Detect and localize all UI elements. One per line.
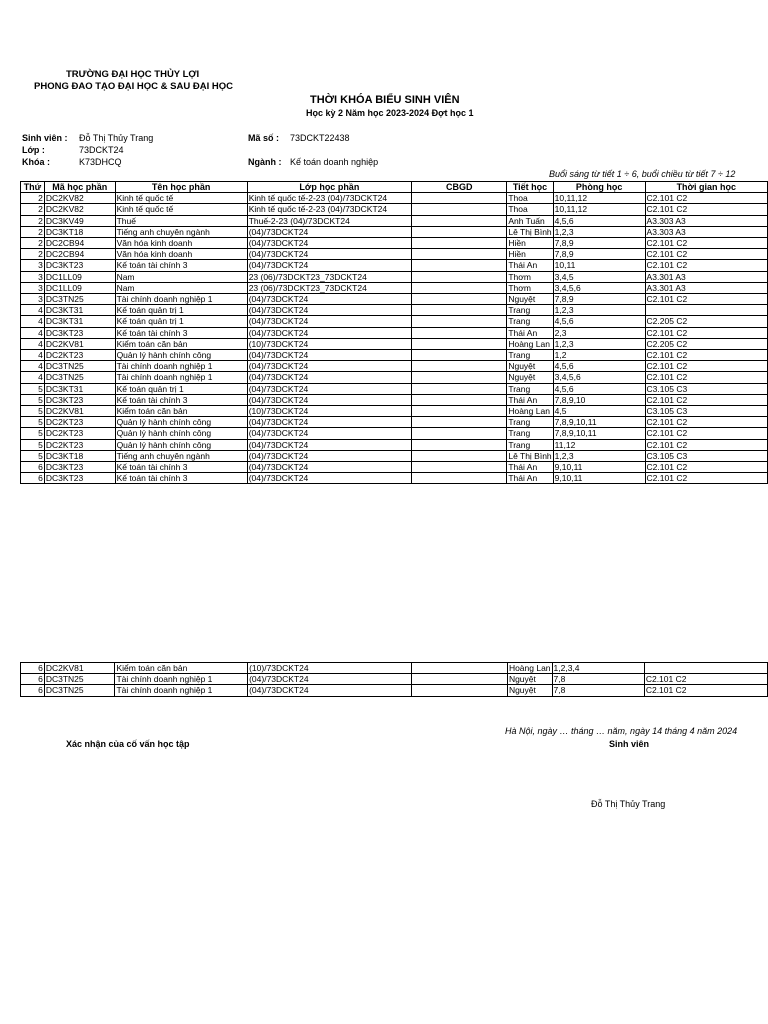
cell-course-code: DC2KT23 xyxy=(44,350,115,361)
col-header-periods: Tiết học xyxy=(507,182,553,193)
cell-room: 10,11,12 xyxy=(553,204,645,215)
cell-day: 2 xyxy=(21,226,45,237)
cell-room: 2,3 xyxy=(553,327,645,338)
cell-day: 5 xyxy=(21,450,45,461)
table-row xyxy=(21,439,768,450)
cell-room: 7,8 xyxy=(552,674,644,685)
table-row xyxy=(21,674,768,685)
cell-course-name: Nam xyxy=(115,271,247,282)
cell-class-section: (04)/73DCKT24 xyxy=(247,260,411,271)
cell-course-name: Quản lý hành chính công xyxy=(115,417,247,428)
cell-course-name: Văn hóa kinh doanh xyxy=(115,238,247,249)
cell-lecturer xyxy=(412,294,507,305)
cell-course-code: DC1LL09 xyxy=(44,271,115,282)
cell-time: C2.101 C2 xyxy=(645,372,767,383)
table-row xyxy=(21,260,768,271)
col-header-day: Thứ xyxy=(21,182,45,193)
table-row xyxy=(21,238,768,249)
cell-time: C2.101 C2 xyxy=(645,193,767,204)
session-note: Buổi sáng từ tiết 1 ÷ 6, buổi chiều từ tiết 7 ÷ 12 xyxy=(549,169,736,179)
cell-room: 7,8,9 xyxy=(553,294,645,305)
cell-course-code: DC3KT31 xyxy=(44,305,115,316)
cell-lecturer xyxy=(412,439,507,450)
col-header-course-name: Tên học phần xyxy=(115,182,247,193)
cell-course-code: DC2KV81 xyxy=(44,406,115,417)
cell-lecturer xyxy=(412,282,507,293)
cell-day: 5 xyxy=(21,417,45,428)
cell-periods: Thơm xyxy=(507,282,553,293)
cell-course-name: Kế toán quản trị 1 xyxy=(115,305,247,316)
student-course-label: Khóa : xyxy=(22,157,50,167)
cell-course-name: Nam xyxy=(115,282,247,293)
student-id: 73DCKT22438 xyxy=(290,133,350,143)
cell-day: 2 xyxy=(21,215,45,226)
table-row xyxy=(21,249,768,260)
table-row xyxy=(21,663,768,674)
cell-course-name: Kế toán tài chính 3 xyxy=(115,327,247,338)
cell-day: 4 xyxy=(21,350,45,361)
cell-course-name: Kiểm toán căn bản xyxy=(115,338,247,349)
cell-lecturer xyxy=(412,204,507,215)
cell-time: C2.101 C2 xyxy=(645,417,767,428)
student-class: 73DCKT24 xyxy=(79,145,124,155)
cell-day: 4 xyxy=(21,316,45,327)
cell-lecturer xyxy=(412,338,507,349)
cell-course-name: Kế toán quản trị 1 xyxy=(115,383,247,394)
cell-periods: Hoàng Lan xyxy=(508,663,551,673)
cell-course-name: Tài chính doanh nghiệp 1 xyxy=(115,685,248,696)
cell-course-code: DC2KV82 xyxy=(44,193,115,204)
table-row xyxy=(21,282,768,293)
cell-lecturer xyxy=(412,226,507,237)
signature-name: Đỗ Thị Thủy Trang xyxy=(591,799,666,809)
cell-day: 5 xyxy=(21,383,45,394)
table-row xyxy=(21,204,768,215)
cell-day: 3 xyxy=(21,260,45,271)
cell-time: C2.101 C2 xyxy=(645,473,767,484)
cell-periods: Lê Thị Bình xyxy=(508,226,552,237)
cell-periods: Trang xyxy=(507,417,553,428)
cell-lecturer xyxy=(412,260,507,271)
cell-course-code: DC3KV49 xyxy=(44,215,115,226)
cell-lecturer xyxy=(412,450,507,461)
cell-periods: Thoa xyxy=(507,204,553,215)
cell-course-code: DC2KV81 xyxy=(44,338,115,349)
cell-lecturer xyxy=(412,193,507,204)
cell-time: C2.101 C2 xyxy=(645,462,767,473)
cell-time: C2.101 C2 xyxy=(645,439,767,450)
cell-course-code: DC2CB94 xyxy=(44,238,115,249)
cell-course-name: Kế toán tài chính 3 xyxy=(115,394,247,405)
cell-room: 10,11,12 xyxy=(553,193,645,204)
cell-course-name: Văn hóa kinh doanh xyxy=(115,249,247,260)
cell-class-section: (04)/73DCKT24 xyxy=(247,294,411,305)
student-name: Đỗ Thị Thủy Trang xyxy=(79,133,154,143)
student-name-label: Sinh viên : xyxy=(22,133,68,143)
table-row xyxy=(21,361,768,372)
department-name: PHONG ĐAO TẠO ĐẠI HỌC & SAU ĐẠI HỌC xyxy=(34,81,233,92)
cell-periods: Trang xyxy=(507,428,553,439)
cell-room: 11,12 xyxy=(553,439,645,450)
cell-course-name: Thuế xyxy=(115,215,247,226)
cell-lecturer xyxy=(412,406,507,417)
cell-lecturer xyxy=(411,663,507,674)
table-row xyxy=(21,305,768,316)
cell-room: 4,5 xyxy=(553,406,645,417)
cell-class-section: Kinh tế quốc tế-2-23 (04)/73DCKT24 xyxy=(247,193,411,204)
cell-day: 2 xyxy=(21,193,45,204)
cell-day: 6 xyxy=(21,674,45,685)
cell-course-name: Kinh tế quốc tế xyxy=(115,193,247,204)
table-row xyxy=(21,450,768,461)
cell-class-section: (04)/73DCKT24 xyxy=(247,450,411,461)
cell-periods: Hoàng Lan xyxy=(507,338,553,349)
cell-lecturer xyxy=(412,417,507,428)
cell-course-code: DC3KT23 xyxy=(44,260,115,271)
advisor-label: Xác nhận của cố vấn học tập xyxy=(66,739,190,749)
cell-day: 2 xyxy=(21,204,45,215)
cell-time: C3.105 C3 xyxy=(645,383,767,394)
cell-course-name: Kiểm toán căn bản xyxy=(115,663,248,674)
cell-day: 5 xyxy=(21,439,45,450)
cell-lecturer xyxy=(412,361,507,372)
cell-room: 7,8,9 xyxy=(553,238,645,249)
cell-day: 6 xyxy=(21,685,45,696)
cell-lecturer xyxy=(412,383,507,394)
table-row xyxy=(21,226,768,237)
table-row xyxy=(21,350,768,361)
cell-class-section: (10)/73DCKT24 xyxy=(248,663,412,674)
cell-class-section: (04)/73DCKT24 xyxy=(247,226,411,237)
cell-room: 9,10,11 xyxy=(553,473,645,484)
cell-day: 5 xyxy=(21,406,45,417)
cell-room: 3,4,5,6 xyxy=(553,282,645,293)
cell-course-code: DC3TN25 xyxy=(44,685,115,696)
cell-time: C3.105 C3 xyxy=(645,406,767,417)
cell-course-name: Quản lý hành chính công xyxy=(115,428,247,439)
cell-periods: Nguyệt xyxy=(507,685,552,696)
date-line: Hà Nội, ngày … tháng … năm, ngày 14 tháng 4 năm 2024 xyxy=(505,726,738,736)
cell-time: A3.303 A3 xyxy=(645,215,767,226)
cell-periods: Hiền xyxy=(507,238,553,249)
cell-day: 6 xyxy=(21,462,45,473)
cell-day: 4 xyxy=(21,305,45,316)
cell-room: 4,5,6 xyxy=(553,316,645,327)
cell-periods: Nguyệt xyxy=(507,674,552,685)
cell-class-section: (04)/73DCKT24 xyxy=(247,238,411,249)
cell-periods: Trang xyxy=(507,350,553,361)
table-row xyxy=(21,215,768,226)
cell-periods: Trang xyxy=(507,383,553,394)
cell-class-section: (04)/73DCKT24 xyxy=(247,394,411,405)
student-signature-label: Sinh viên xyxy=(609,739,650,749)
cell-lecturer xyxy=(412,394,507,405)
cell-day: 3 xyxy=(21,271,45,282)
student-major-label: Ngành : xyxy=(248,157,282,167)
student-id-label: Mã số : xyxy=(248,133,280,143)
table-row xyxy=(21,406,768,417)
cell-periods: Nguyệt xyxy=(507,294,553,305)
table-row xyxy=(21,271,768,282)
cell-class-section: (04)/73DCKT24 xyxy=(247,327,411,338)
cell-time xyxy=(645,305,767,316)
cell-lecturer xyxy=(412,372,507,383)
cell-time: C2.101 C2 xyxy=(645,204,767,215)
cell-class-section: Thuế-2-23 (04)/73DCKT24 xyxy=(247,215,411,226)
cell-day: 4 xyxy=(21,361,45,372)
cell-lecturer xyxy=(412,327,507,338)
cell-lecturer xyxy=(411,685,507,696)
cell-course-code: DC2KT23 xyxy=(44,417,115,428)
table-row xyxy=(21,417,768,428)
table-row xyxy=(21,394,768,405)
cell-time: C2.101 C2 xyxy=(644,674,767,685)
cell-course-name: Kinh tế quốc tế xyxy=(115,204,247,215)
cell-class-section: (04)/73DCKT24 xyxy=(247,383,411,394)
cell-time: C2.205 C2 xyxy=(645,338,767,349)
cell-course-code: DC3TN25 xyxy=(44,294,115,305)
cell-class-section: (04)/73DCKT24 xyxy=(247,462,411,473)
page-subtitle: Học kỳ 2 Năm học 2023-2024 Đợt học 1 xyxy=(306,108,474,118)
cell-course-code: DC3TN25 xyxy=(44,674,115,685)
cell-course-name: Tiếng anh chuyên ngành xyxy=(115,450,247,461)
cell-class-section: (04)/73DCKT24 xyxy=(247,428,411,439)
cell-lecturer xyxy=(411,674,507,685)
cell-lecturer xyxy=(412,428,507,439)
cell-periods: Hoàng Lan xyxy=(507,406,553,417)
cell-course-name: Kế toán tài chính 3 xyxy=(115,462,247,473)
schedule-table xyxy=(20,181,768,484)
cell-room: 1,2 xyxy=(553,350,645,361)
cell-class-section: (04)/73DCKT24 xyxy=(247,350,411,361)
cell-course-name: Kế toán tài chính 3 xyxy=(115,473,247,484)
table-row xyxy=(21,462,768,473)
table-row xyxy=(21,473,768,484)
cell-course-name: Tài chính doanh nghiệp 1 xyxy=(115,294,247,305)
page-title: THỜI KHÓA BIỂU SINH VIÊN xyxy=(310,94,460,106)
cell-class-section: 23 (06)/73DCKT23_73DCKT24 xyxy=(247,282,411,293)
cell-day: 4 xyxy=(21,338,45,349)
table-row xyxy=(21,372,768,383)
cell-periods: Trang xyxy=(507,439,553,450)
cell-lecturer xyxy=(412,316,507,327)
table-row xyxy=(21,316,768,327)
cell-periods: Trang xyxy=(507,316,553,327)
cell-day: 4 xyxy=(21,372,45,383)
cell-room: 7,8,9,10 xyxy=(553,394,645,405)
cell-class-section: (04)/73DCKT24 xyxy=(247,249,411,260)
cell-lecturer xyxy=(412,462,507,473)
table-row xyxy=(21,193,768,204)
cell-class-section: Kinh tế quốc tế-2-23 (04)/73DCKT24 xyxy=(247,204,411,215)
cell-lecturer xyxy=(412,350,507,361)
cell-day: 2 xyxy=(21,238,45,249)
table-row xyxy=(21,383,768,394)
cell-course-code: DC3TN25 xyxy=(44,372,115,383)
cell-course-code: DC3KT23 xyxy=(44,473,115,484)
cell-time: C2.101 C2 xyxy=(645,361,767,372)
cell-periods: Lê Thị Bình xyxy=(508,450,552,461)
cell-periods: Thái An xyxy=(507,260,553,271)
student-major: Kế toán doanh nghiệp xyxy=(290,157,379,167)
cell-day: 2 xyxy=(21,249,45,260)
cell-periods: Trang xyxy=(507,305,553,316)
cell-class-section: (10)/73DCKT24 xyxy=(247,338,411,349)
cell-room: 7,8,9,10,11 xyxy=(553,417,645,428)
cell-time: A3.301 A3 xyxy=(645,271,767,282)
cell-time: A3.303 A3 xyxy=(645,226,767,237)
cell-periods: Thái An xyxy=(507,394,553,405)
cell-time: C2.101 C2 xyxy=(645,238,767,249)
cell-lecturer xyxy=(412,215,507,226)
cell-course-name: Tài chính doanh nghiệp 1 xyxy=(115,372,247,383)
col-header-room: Phòng học xyxy=(553,182,645,193)
cell-time: C2.101 C2 xyxy=(645,260,767,271)
cell-periods: Hiền xyxy=(507,249,553,260)
cell-time: C2.101 C2 xyxy=(645,428,767,439)
schedule-table-continued xyxy=(20,662,768,697)
cell-class-section: (04)/73DCKT24 xyxy=(247,417,411,428)
col-header-time: Thời gian học xyxy=(645,182,767,193)
cell-class-section: (04)/73DCKT24 xyxy=(247,439,411,450)
cell-course-name: Quản lý hành chính công xyxy=(115,350,247,361)
cell-day: 5 xyxy=(21,394,45,405)
cell-class-section: (04)/73DCKT24 xyxy=(247,473,411,484)
cell-room: 7,8,9 xyxy=(553,249,645,260)
cell-course-code: DC2KV81 xyxy=(44,663,115,674)
cell-course-code: DC2KT23 xyxy=(44,428,115,439)
cell-periods: Nguyệt xyxy=(507,372,553,383)
cell-lecturer xyxy=(412,249,507,260)
cell-time: C2.205 C2 xyxy=(645,316,767,327)
cell-room: 1,2,3 xyxy=(553,226,645,237)
cell-class-section: (04)/73DCKT24 xyxy=(247,305,411,316)
cell-course-code: DC2KV82 xyxy=(44,204,115,215)
cell-class-section: (04)/73DCKT24 xyxy=(247,372,411,383)
cell-course-code: DC3KT31 xyxy=(44,383,115,394)
cell-periods: Thái An xyxy=(507,473,553,484)
cell-class-section: (04)/73DCKT24 xyxy=(248,685,412,696)
table-header-row xyxy=(21,182,768,193)
cell-class-section: (04)/73DCKT24 xyxy=(248,674,412,685)
cell-periods: Nguyệt xyxy=(507,361,553,372)
cell-room: 1,2,3 xyxy=(553,450,645,461)
cell-course-code: DC3KT23 xyxy=(44,462,115,473)
cell-room: 1,2,3 xyxy=(553,305,645,316)
cell-time: A3.301 A3 xyxy=(645,282,767,293)
cell-course-code: DC3KT18 xyxy=(44,450,115,461)
cell-room: 9,10,11 xyxy=(553,462,645,473)
cell-course-code: DC2CB94 xyxy=(44,249,115,260)
cell-time xyxy=(644,663,767,674)
cell-day: 5 xyxy=(21,428,45,439)
col-header-course-code: Mã học phần xyxy=(44,182,115,193)
cell-class-section: (10)/73DCKT24 xyxy=(247,406,411,417)
cell-day: 3 xyxy=(21,294,45,305)
cell-lecturer xyxy=(412,271,507,282)
student-course: K73DHCQ xyxy=(79,157,122,167)
cell-room: 7,8,9,10,11 xyxy=(553,428,645,439)
cell-time: C3.105 C3 xyxy=(645,450,767,461)
cell-day: 6 xyxy=(21,473,45,484)
table-row xyxy=(21,685,768,696)
cell-periods: Thái An xyxy=(507,462,553,473)
cell-room: 10,11 xyxy=(553,260,645,271)
cell-time: C2.101 C2 xyxy=(645,294,767,305)
cell-day: 3 xyxy=(21,282,45,293)
cell-day: 4 xyxy=(21,327,45,338)
cell-time: C2.101 C2 xyxy=(645,350,767,361)
cell-periods: Thoa xyxy=(507,193,553,204)
cell-class-section: (04)/73DCKT24 xyxy=(247,316,411,327)
cell-course-name: Kiểm toán căn bản xyxy=(115,406,247,417)
cell-room: 3,4,5 xyxy=(553,271,645,282)
cell-lecturer xyxy=(412,238,507,249)
cell-periods: Thơm xyxy=(507,271,553,282)
cell-course-name: Kế toán quản trị 1 xyxy=(115,316,247,327)
cell-periods: Anh Tuấn xyxy=(507,215,553,226)
cell-course-code: DC1LL09 xyxy=(44,282,115,293)
cell-course-name: Tài chính doanh nghiệp 1 xyxy=(115,674,248,685)
cell-lecturer xyxy=(412,473,507,484)
col-header-class-section: Lớp học phần xyxy=(247,182,411,193)
cell-periods: Thái An xyxy=(507,327,553,338)
cell-course-name: Quản lý hành chính công xyxy=(115,439,247,450)
cell-lecturer xyxy=(412,305,507,316)
cell-course-name: Tiếng anh chuyên ngành xyxy=(115,226,247,237)
cell-class-section: 23 (06)/73DCKT23_73DCKT24 xyxy=(247,271,411,282)
cell-time: C2.101 C2 xyxy=(645,249,767,260)
cell-room: 1,2,3,4 xyxy=(552,663,644,674)
cell-course-name: Tài chính doanh nghiệp 1 xyxy=(115,361,247,372)
col-header-lecturer: CBGD xyxy=(412,182,507,193)
cell-course-code: DC3KT18 xyxy=(44,226,115,237)
cell-course-code: DC3KT23 xyxy=(44,394,115,405)
cell-course-code: DC2KT23 xyxy=(44,439,115,450)
cell-course-code: DC3TN25 xyxy=(44,361,115,372)
cell-room: 7,8 xyxy=(552,685,644,696)
cell-time: C2.101 C2 xyxy=(645,394,767,405)
table-row xyxy=(21,428,768,439)
cell-room: 4,5,6 xyxy=(553,215,645,226)
cell-room: 4,5,6 xyxy=(553,361,645,372)
cell-room: 4,5,6 xyxy=(553,383,645,394)
cell-room: 1,2,3 xyxy=(553,338,645,349)
cell-course-code: DC3KT31 xyxy=(44,316,115,327)
cell-course-name: Kế toán tài chính 3 xyxy=(115,260,247,271)
cell-time: C2.101 C2 xyxy=(644,685,767,696)
cell-class-section: (04)/73DCKT24 xyxy=(247,361,411,372)
cell-course-code: DC3KT23 xyxy=(44,327,115,338)
cell-time: C2.101 C2 xyxy=(645,327,767,338)
university-name: TRƯỜNG ĐẠI HỌC THỦY LỢI xyxy=(66,69,200,80)
cell-day: 6 xyxy=(21,663,45,674)
table-row xyxy=(21,338,768,349)
student-class-label: Lớp : xyxy=(22,145,45,155)
table-row xyxy=(21,294,768,305)
cell-room: 3,4,5,6 xyxy=(553,372,645,383)
table-row xyxy=(21,327,768,338)
